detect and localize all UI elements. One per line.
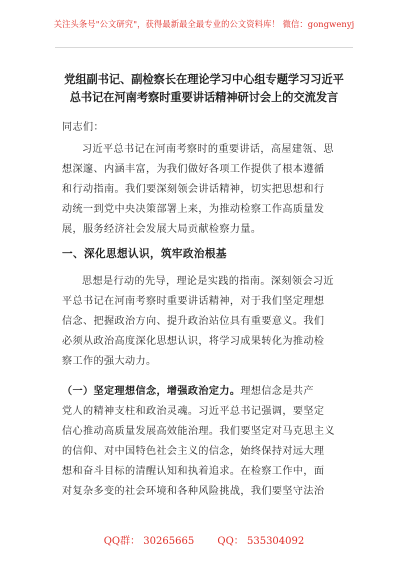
- paragraph-line: 察工作的强大动力。: [62, 356, 157, 367]
- paragraph-3: [62, 382, 352, 502]
- paragraph-line: 动统一到党中央决策部署上来，为推动检察工作高质量发: [62, 204, 325, 215]
- paragraph-line: 展，服务经济社会发展大局贡献检察力量。: [62, 224, 262, 235]
- header-banner: 关注头条号"公文研究"，获得最新最全最专业的公文资料库！ 微信：gongwenyj: [53, 19, 355, 29]
- document-title: [40, 70, 368, 106]
- paragraph-line: 和行动指南。我们要深刻领会讲话精神，切实把思想和行: [62, 184, 325, 195]
- paragraph-line: 党人的精神支柱和政治灵魂。习近平总书记强调，要坚定: [62, 406, 325, 417]
- paragraph-line: 想和奋斗目标的清醒认知和执着追求。在检察工作中，面: [62, 466, 325, 477]
- section-heading-1: 一、深化思想认识，筑牢政治根基: [62, 248, 227, 260]
- title-line-2: 总书记在河南考察时重要讲话精神研讨会上的交流发言: [69, 90, 339, 104]
- paragraph-1: [62, 140, 352, 240]
- paragraph-line: 对复杂多变的社会环境和各种风险挑战，我们要坚守法治: [62, 486, 325, 497]
- paragraph-line: 习近平总书记在河南考察时的重要讲话，高屋建瓴、思: [82, 144, 334, 155]
- header-divider: [55, 47, 353, 48]
- footer-qq-group: QQ群： 30265665: [103, 536, 195, 547]
- paragraph-line: 想深邃、内涵丰富，为我们做好各项工作提供了根本遵循: [62, 164, 325, 175]
- paragraph-line: 必须从政治高度深化思想认识，将学习成果转化为推动检: [62, 336, 325, 347]
- subsection-heading: （一）坚定理想信念，增强政治定力。: [62, 386, 241, 397]
- paragraph-line: 信心推动高质量发展高效能治理。我们要坚定对马克思主义: [62, 426, 335, 437]
- paragraph-line: 平总书记在河南考察时重要讲话精神，对于我们坚定理想: [62, 296, 325, 307]
- title-line-1: 党组副书记、副检察长在理论学习中心组专题学习习近平: [64, 72, 344, 86]
- paragraph-2: [62, 272, 352, 372]
- paragraph-line: [62, 382, 352, 402]
- footer-contact: [0, 532, 408, 547]
- paragraph-line: 的信仰、对中国特色社会主义的信念，始终保持对远大理: [62, 446, 325, 457]
- paragraph-line: 思想是行动的先导，理论是实践的指南。深刻领会习近: [82, 276, 334, 287]
- footer-qq: QQ： 535304092: [217, 536, 305, 547]
- paragraph-text: 理想信念是共产: [240, 386, 314, 397]
- paragraph-line: 信念、把握政治方向、提升政治站位具有重要意义。我们: [62, 316, 325, 327]
- salutation: 同志们：: [62, 122, 104, 133]
